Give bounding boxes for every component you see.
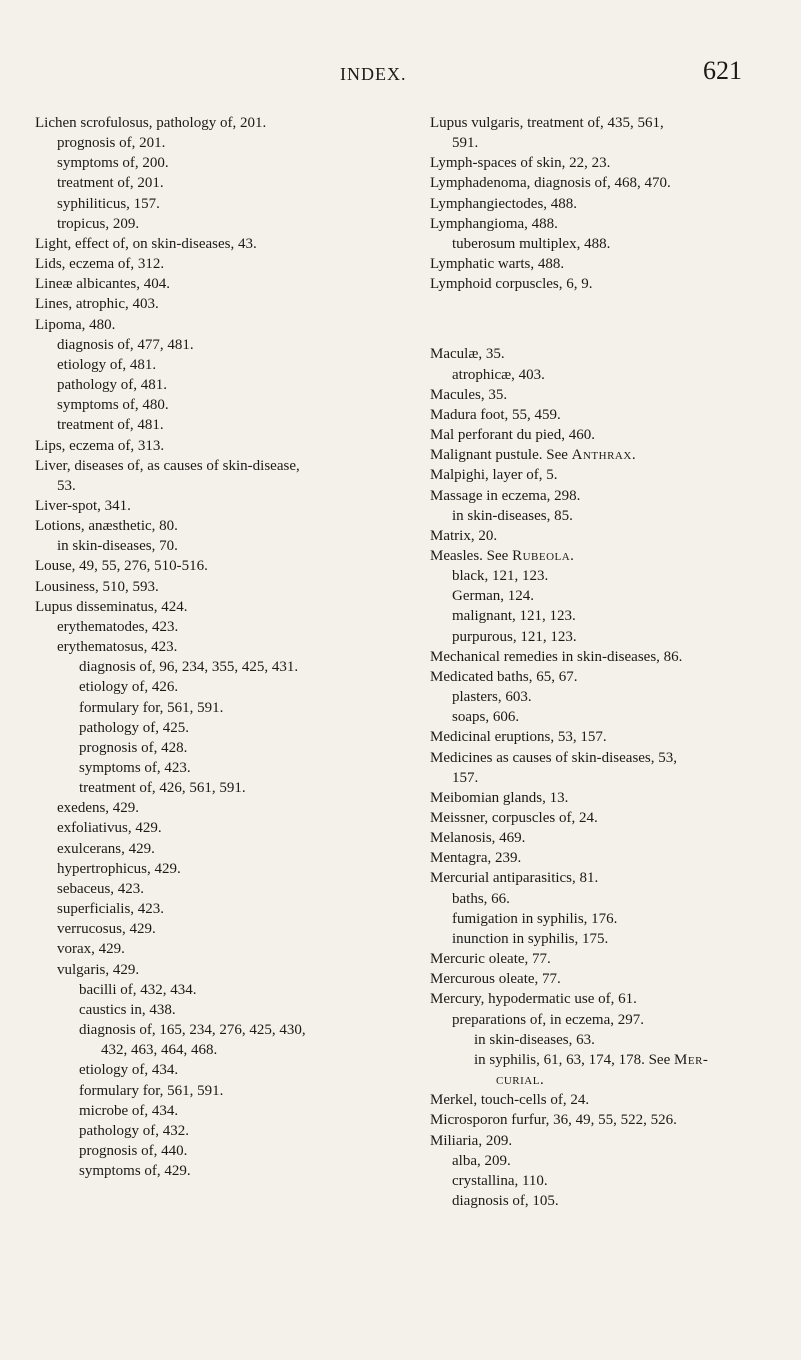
index-subentry	[35, 677, 413, 697]
entry-text: treatment of, 481.	[57, 417, 164, 434]
index-entry	[35, 496, 413, 516]
index-subentry	[35, 1081, 413, 1101]
page-number: 621	[703, 56, 742, 85]
index-entry	[430, 667, 800, 687]
entry-text: Massage in eczema, 298.	[430, 487, 581, 504]
index-entry	[430, 465, 800, 485]
index-column-left	[35, 113, 413, 1181]
index-subentry	[35, 879, 413, 899]
index-entry	[430, 486, 800, 506]
entry-text: Lines, atrophic, 403.	[35, 296, 159, 313]
index-subentry	[35, 859, 413, 879]
index-entry	[430, 989, 800, 1009]
entry-text: soaps, 606.	[452, 709, 520, 726]
index-subentry	[35, 758, 413, 778]
entry-text: Miliaria, 209.	[430, 1132, 513, 1149]
index-entry	[430, 748, 800, 768]
entry-text: diagnosis of, 165, 234, 276, 425, 430,	[79, 1022, 306, 1039]
cross-reference: Anthrax.	[571, 447, 637, 464]
entry-text: in skin-diseases, 85.	[452, 507, 573, 524]
index-subentry	[430, 1191, 800, 1211]
entry-text: Merkel, touch-cells of, 24.	[430, 1092, 590, 1109]
entry-text: Louse, 49, 55, 276, 510-516.	[35, 558, 208, 575]
entry-text: diagnosis of, 105.	[452, 1192, 559, 1209]
entry-text: erythematosus, 423.	[57, 639, 178, 656]
entry-text: Lousiness, 510, 593.	[35, 578, 159, 595]
index-entry	[35, 436, 413, 456]
entry-text: microbe of, 434.	[79, 1102, 179, 1119]
entry-text: alba, 209.	[452, 1152, 511, 1169]
entry-text: Liver-spot, 341.	[35, 497, 131, 514]
index-subentry	[35, 939, 413, 959]
entry-text: diagnosis of, 477, 481.	[57, 336, 194, 353]
entry-text: tuberosum multiplex, 488.	[452, 235, 611, 252]
cross-reference: curial.	[496, 1072, 545, 1089]
entry-text: superficialis, 423.	[57, 901, 165, 918]
index-subentry	[35, 1020, 413, 1040]
entry-text: Lupus vulgaris, treatment of, 435, 561,	[430, 115, 664, 131]
index-entry	[430, 344, 800, 364]
entry-text: Lids, eczema of, 312.	[35, 256, 165, 273]
entry-text: formulary for, 561, 591.	[79, 1082, 224, 1099]
index-entry	[430, 274, 800, 294]
index-entry	[430, 808, 800, 828]
index-subentry	[35, 1060, 413, 1080]
index-entry	[430, 385, 800, 405]
entry-text: sebaceus, 423.	[57, 880, 145, 897]
index-subentry	[35, 1121, 413, 1141]
entry-text: Light, effect of, on skin-diseases, 43.	[35, 235, 257, 252]
entry-text: etiology of, 426.	[79, 679, 179, 696]
index-subentry	[430, 1151, 800, 1171]
index-entry	[430, 405, 800, 425]
entry-text: Matrix, 20.	[430, 527, 498, 544]
entry-text: verrucosus, 429.	[57, 921, 156, 938]
index-subentry	[35, 335, 413, 355]
entry-text: Malpighi, layer of, 5.	[430, 467, 558, 484]
index-subentry	[430, 889, 800, 909]
entry-text: 157.	[452, 769, 479, 786]
index-subentry	[430, 1030, 800, 1050]
index-entry	[430, 1090, 800, 1110]
entry-text: Mercurial antiparasitics, 81.	[430, 870, 599, 887]
entry-text: hypertrophicus, 429.	[57, 860, 181, 877]
entry-text: 432, 463, 464, 468.	[101, 1042, 218, 1059]
entry-text: pathology of, 432.	[79, 1122, 189, 1139]
index-subentry	[35, 1161, 413, 1181]
index-subentry	[35, 395, 413, 415]
entry-text: Lichen scrofulosus, pathology of, 201.	[35, 115, 267, 131]
entry-text: Mentagra, 239.	[430, 850, 522, 867]
index-entry	[35, 516, 413, 536]
entry-text: Macules, 35.	[430, 386, 508, 403]
entry-text: diagnosis of, 96, 234, 355, 425, 431.	[79, 659, 299, 676]
index-subentry	[430, 1171, 800, 1191]
entry-text: syphiliticus, 157.	[57, 195, 160, 212]
index-entry	[35, 234, 413, 254]
entry-text: exfoliativus, 429.	[57, 820, 162, 837]
index-entry	[35, 597, 413, 617]
index-column-right	[430, 113, 800, 1211]
entry-text: Lymphangioma, 488.	[430, 215, 558, 232]
entry-text: malignant, 121, 123.	[452, 608, 576, 625]
index-entry	[430, 194, 800, 214]
entry-text: in syphilis, 61, 63, 174, 178. See	[474, 1051, 675, 1068]
index-entry	[430, 254, 800, 274]
index-entry	[430, 727, 800, 747]
entry-text: Maculæ, 35.	[430, 346, 505, 363]
index-subentry	[35, 476, 413, 496]
index-subentry	[430, 627, 800, 647]
entry-text: Microsporon furfur, 36, 49, 55, 522, 526.	[430, 1112, 677, 1129]
entry-text: vorax, 429.	[57, 941, 125, 958]
index-entry	[430, 153, 800, 173]
index-subentry	[430, 133, 800, 153]
entry-text: Meissner, corpuscles of, 24.	[430, 810, 598, 826]
entry-text: Lips, eczema of, 313.	[35, 437, 165, 454]
index-subentry	[430, 1050, 800, 1070]
entry-text: Lotions, anæsthetic, 80.	[35, 518, 178, 535]
index-subentry	[35, 718, 413, 738]
entry-text: Mal perforant du pied, 460.	[430, 427, 595, 444]
entry-text: baths, 66.	[452, 890, 510, 907]
index-subentry	[35, 617, 413, 637]
index-subentry	[430, 566, 800, 586]
index-subentry	[35, 698, 413, 718]
index-entry	[430, 868, 800, 888]
entry-text: in skin-diseases, 63.	[474, 1031, 595, 1048]
entry-text: Lymph-spaces of skin, 22, 23.	[430, 155, 611, 172]
entry-text: purpurous, 121, 123.	[452, 628, 577, 645]
entry-text: Meibomian glands, 13.	[430, 789, 569, 806]
entry-text: Lymphatic warts, 488.	[430, 256, 565, 273]
index-entry	[35, 315, 413, 335]
entry-text: formulary for, 561, 591.	[79, 699, 224, 716]
entry-text: pathology of, 481.	[57, 377, 167, 394]
index-entry	[430, 828, 800, 848]
section-gap	[430, 309, 800, 329]
entry-text: Mercurous oleate, 77.	[430, 971, 561, 988]
index-entry	[430, 173, 800, 193]
index-subentry	[35, 899, 413, 919]
header-title: INDEX.	[340, 64, 407, 84]
index-subentry	[430, 234, 800, 254]
index-subentry	[35, 1141, 413, 1161]
index-subentry	[35, 919, 413, 939]
entry-text: atrophicæ, 403.	[452, 366, 545, 383]
index-subentry	[430, 586, 800, 606]
index-subentry	[35, 153, 413, 173]
entry-text: fumigation in syphilis, 176.	[452, 910, 618, 927]
index-subentry	[430, 606, 800, 626]
index-subentry	[430, 768, 800, 788]
index-entry	[35, 556, 413, 576]
index-subentry	[35, 1101, 413, 1121]
index-entry	[430, 445, 800, 465]
entry-text: etiology of, 481.	[57, 356, 157, 373]
index-entry	[35, 113, 413, 133]
index-entry	[430, 647, 800, 667]
index-entry	[430, 949, 800, 969]
index-subentry	[430, 929, 800, 949]
entry-text: 591.	[452, 135, 479, 152]
entry-text: Medicines as causes of skin-diseases, 53,	[430, 749, 678, 766]
entry-text: crystallina, 110.	[452, 1172, 548, 1189]
index-subentry	[35, 355, 413, 375]
index-subentry	[35, 778, 413, 798]
index-subentry	[430, 687, 800, 707]
entry-text: symptoms of, 423.	[79, 760, 191, 776]
entry-text: Lymphoid corpuscles, 6, 9.	[430, 276, 593, 293]
index-subentry	[35, 637, 413, 657]
index-subentry	[430, 707, 800, 727]
entry-text: prognosis of, 428.	[79, 739, 188, 756]
entry-text: inunction in syphilis, 175.	[452, 930, 609, 947]
index-subentry	[35, 980, 413, 1000]
entry-text: exedens, 429.	[57, 800, 140, 817]
entry-text: Mercuric oleate, 77.	[430, 951, 551, 968]
index-subentry	[35, 133, 413, 153]
index-subentry	[430, 909, 800, 929]
entry-text: treatment of, 201.	[57, 175, 164, 192]
index-subentry	[35, 839, 413, 859]
entry-text: German, 124.	[452, 588, 535, 605]
entry-text: in skin-diseases, 70.	[57, 538, 178, 555]
index-subentry	[35, 194, 413, 214]
index-entry	[430, 848, 800, 868]
entry-text: etiology of, 434.	[79, 1062, 179, 1079]
entry-text: bacilli of, 432, 434.	[79, 981, 197, 998]
cross-reference: Mer-	[674, 1051, 709, 1068]
index-entry	[35, 254, 413, 274]
index-entry	[430, 546, 800, 566]
index-subentry	[35, 214, 413, 234]
index-entry	[35, 577, 413, 597]
entry-text: tropicus, 209.	[57, 215, 140, 232]
entry-text: exulcerans, 429.	[57, 840, 155, 857]
index-entry	[35, 274, 413, 294]
index-entry	[430, 113, 800, 133]
index-subentry	[35, 173, 413, 193]
entry-text: symptoms of, 200.	[57, 155, 169, 172]
index-subentry	[35, 960, 413, 980]
index-subentry	[35, 738, 413, 758]
index-subentry	[35, 798, 413, 818]
entry-text: Medicinal eruptions, 53, 157.	[430, 729, 607, 746]
entry-text: Malignant pustule. See	[430, 447, 572, 464]
cross-reference: Rubeola.	[512, 547, 575, 564]
entry-text: erythematodes, 423.	[57, 618, 179, 635]
entry-text: Medicated baths, 65, 67.	[430, 668, 578, 685]
index-subentry	[35, 818, 413, 838]
entry-text: pathology of, 425.	[79, 719, 189, 736]
entry-text: Lupus disseminatus, 424.	[35, 598, 188, 615]
entry-text: Lymphadenoma, diagnosis of, 468, 470.	[430, 175, 671, 192]
entry-text: prognosis of, 201.	[57, 135, 166, 152]
index-entry	[35, 456, 413, 476]
entry-text: Measles. See	[430, 547, 513, 564]
index-subentry	[430, 1070, 800, 1090]
index-entry	[430, 526, 800, 546]
index-subentry	[35, 536, 413, 556]
entry-text: Madura foot, 55, 459.	[430, 406, 561, 423]
index-entry	[430, 425, 800, 445]
index-subentry	[35, 415, 413, 435]
index-entry	[35, 294, 413, 314]
index-subentry	[430, 506, 800, 526]
index-entry	[430, 214, 800, 234]
entry-text: plasters, 603.	[452, 689, 532, 706]
index-entry	[430, 1110, 800, 1130]
entry-text: Lipoma, 480.	[35, 316, 116, 333]
index-subentry	[430, 365, 800, 385]
index-entry	[430, 1131, 800, 1151]
entry-text: Mercury, hypodermatic use of, 61.	[430, 991, 637, 1008]
index-subentry	[430, 1010, 800, 1030]
index-subentry	[35, 375, 413, 395]
entry-text: Liver, diseases of, as causes of skin-disease,	[35, 457, 300, 474]
entry-text: treatment of, 426, 561, 591.	[79, 780, 246, 797]
index-subentry	[35, 1040, 413, 1060]
entry-text: Lineæ albicantes, 404.	[35, 276, 170, 293]
index-subentry	[35, 657, 413, 677]
entry-text: 53.	[57, 477, 76, 494]
entry-text: symptoms of, 429.	[79, 1163, 191, 1180]
index-entry	[430, 788, 800, 808]
index-subentry	[35, 1000, 413, 1020]
entry-text: prognosis of, 440.	[79, 1142, 188, 1159]
index-entry	[430, 969, 800, 989]
entry-text: black, 121, 123.	[452, 568, 549, 585]
entry-text: caustics in, 438.	[79, 1001, 176, 1018]
entry-text: symptoms of, 480.	[57, 397, 169, 414]
entry-text: preparations of, in eczema, 297.	[452, 1011, 645, 1028]
entry-text: Mechanical remedies in skin-diseases, 86.	[430, 648, 683, 665]
entry-text: Melanosis, 469.	[430, 830, 526, 847]
entry-text: Lymphangiectodes, 488.	[430, 195, 578, 212]
entry-text: vulgaris, 429.	[57, 961, 140, 978]
